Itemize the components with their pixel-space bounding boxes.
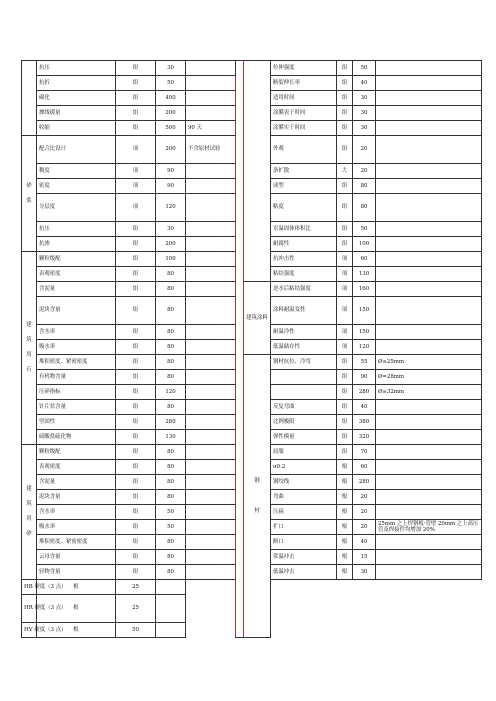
cell-note [376,475,482,490]
cell-unit: 组 [337,121,353,136]
cell-item-name [271,385,337,400]
test-fee-table [21,60,482,638]
cell-unit: 组 [116,415,156,430]
cell-price: 150 [353,325,376,340]
category-label: 钢 材 [254,477,260,514]
cell-note [186,61,236,76]
cell-note: Ø≤25mm [376,355,482,370]
cell-unit: 项 [337,282,353,297]
cell-item-name: 泥块含量 [37,297,116,325]
cell-unit: 组 [337,415,353,430]
cell-price: 60 [353,252,376,267]
category-label: 建 筑 用 石 [26,322,32,373]
cell-item-name: 收缩 [37,121,116,136]
cell-item-name: 掺线缓量 [37,106,116,121]
cell-item-name: 含泥量 [37,282,116,297]
cell-item-name: 硫酸盐硫化物 [37,430,116,445]
cell-price: 130 [353,267,376,282]
cell-unit: 根 [37,580,116,595]
cell-price: 25 [116,580,156,595]
cell-note [376,121,482,136]
cell-price: 200 [156,106,186,121]
cell-price: 380 [353,415,376,430]
cell-price: 20 [353,520,376,535]
cell-note [186,282,236,297]
cell-price: 80 [156,565,186,580]
cell-note [156,623,186,638]
cell-price: 60 [353,460,376,475]
cell-note [186,535,236,550]
cell-unit: 组 [116,565,156,580]
cell-unit: 组 [116,325,156,340]
category-cell [22,61,37,136]
price-table [21,60,481,638]
category-cell [244,355,271,638]
cell-note [376,297,482,325]
cell-unit: 根 [337,475,353,490]
cell-note [186,237,236,252]
cell-unit: 组 [337,61,353,76]
cell-unit: 组 [337,179,353,194]
cell-note [376,535,482,550]
center-divider [236,61,244,638]
cell-price: 30 [353,565,376,580]
cell-item-name: 拉伸强度 [271,61,337,76]
cell-price: 200 [156,136,186,164]
cell-price: 400 [156,91,186,106]
cell-item-name: σ0.2 [271,460,337,475]
cell-price: 50 [116,623,156,638]
cell-item-name: 比例极限 [271,415,337,430]
cell-note [186,505,236,520]
cell-note: Ø≥32mm [376,385,482,400]
cell-note [376,252,482,267]
cell-item-name: 室温固体体积比 [271,222,337,237]
cell-unit: 根 [337,550,353,565]
category-label: 建筑涂料 [246,314,268,321]
cell-note [376,179,482,194]
cell-note [186,325,236,340]
cell-price: 80 [156,282,186,297]
cell-unit: 项 [337,340,353,355]
cell-note [376,565,482,580]
cell-item-name: 吸水率 [37,520,116,535]
cell-note [376,136,482,164]
cell-note [186,194,236,222]
cell-price: 30 [156,61,186,76]
cell-unit: 根 [337,565,353,580]
cell-item-name: 堆积密度、紧密密度 [37,355,116,370]
cell-unit: 组 [337,370,353,385]
cell-item-name: 低温储存性 [271,340,337,355]
cell-unit: 组 [337,400,353,415]
cell-item-name: HV 硬度（3 点） [22,623,37,638]
cell-price: 80 [156,340,186,355]
cell-item-name: 泥块含量 [37,490,116,505]
cell-item-name: 针片状含量 [37,400,116,415]
cell-price: 80 [156,370,186,385]
cell-unit: 组 [337,76,353,91]
cell-item-name: 颗粒级配 [37,445,116,460]
cell-note [376,106,482,121]
cell-note [186,475,236,490]
cell-price: 40 [353,76,376,91]
cell-unit: 根 [337,460,353,475]
table-row [22,282,482,297]
cell-price: 90 [156,179,186,194]
cell-price: 120 [156,385,186,400]
cell-price: 80 [156,535,186,550]
cell-note [186,106,236,121]
cell-unit: 项 [337,325,353,340]
cell-item-name: 表观密度 [37,460,116,475]
cell-price: 200 [156,237,186,252]
cell-note [156,595,186,623]
cell-note [376,340,482,355]
cell-unit: 组 [116,520,156,535]
cell-unit: 组 [116,370,156,385]
cell-unit: 根 [337,505,353,520]
cell-unit: 组 [116,505,156,520]
cell-item-name: 常温冲击 [271,550,337,565]
cell-price: 80 [156,325,186,340]
cell-note: 25mm 之上焊钢板·管壁 20mm 之上高压管及焊接件均增加 20% [376,520,482,535]
cell-note [186,430,236,445]
cell-note [376,194,482,222]
cell-item-name: 碳化 [37,91,116,106]
cell-item-name: 云母含量 [37,550,116,565]
cell-item-name: 轻物含量 [37,565,116,580]
cell-unit: 组 [116,340,156,355]
cell-note [186,355,236,370]
cell-item-name: 粘结强度 [271,267,337,282]
cell-note [186,179,236,194]
cell-price: 320 [353,430,376,445]
cell-item-name: 密度 [37,179,116,194]
cell-unit: 项 [337,252,353,267]
cell-item-name: 钢绞线 [271,475,337,490]
category-cell [22,252,37,445]
cell-unit: 组 [116,550,156,565]
cell-item-name: 分层度 [37,194,116,222]
cell-note: 90 天 [186,121,236,136]
cell-note [376,267,482,282]
cell-price: 80 [156,550,186,565]
cell-unit: 组 [116,76,156,91]
cell-item-name: 含水率 [37,505,116,520]
cell-unit: 组 [116,490,156,505]
cell-note [376,400,482,415]
table-row [22,61,482,76]
cell-item-name: 涂料耐温变性 [271,297,337,325]
table-row [22,355,482,370]
cell-unit: 组 [337,106,353,121]
cell-note [186,490,236,505]
cell-item-name: 坚固性 [37,415,116,430]
cell-price: 80 [156,460,186,475]
cell-item-name: 稠度 [37,164,116,179]
cell-price: 20 [353,490,376,505]
cell-item-name: 适用时间 [271,91,337,106]
cell-note [376,490,482,505]
cell-price: 280 [353,475,376,490]
cell-note [376,222,482,237]
cell-price: 30 [353,91,376,106]
cell-item-name: 逆水后粘结强度 [271,282,337,297]
cell-price: 50 [156,76,186,91]
cell-item-name: 堆积密度、紧密密度 [37,535,116,550]
cell-note [376,76,482,91]
category-label: 砂 浆 [26,182,32,204]
cell-item-name: 压扁 [271,505,337,520]
cell-note [186,164,236,179]
cell-unit: 组 [116,297,156,325]
cell-unit: 项 [337,267,353,282]
cell-item-name: 弹性模量 [271,430,337,445]
cell-unit: 组 [116,430,156,445]
cell-unit: 组 [337,194,353,222]
cell-price: 80 [156,400,186,415]
category-cell [22,136,37,252]
cell-item-name: 抗折 [37,76,116,91]
cell-item-name: 成型 [271,179,337,194]
category-label: 建 筑 用 砂 [26,486,32,537]
cell-unit: 大 [337,164,353,179]
cell-note [376,445,482,460]
cell-price: 130 [156,430,186,445]
cell-note [376,61,482,76]
cell-price: 80 [156,297,186,325]
cell-item-name: 抗冲击性 [271,252,337,267]
cell-price: 80 [156,475,186,490]
cell-item-name: 表观密度 [37,267,116,282]
cell-unit: 项 [116,164,156,179]
cell-price: 280 [156,415,186,430]
cell-unit: 组 [116,121,156,136]
cell-item-name: HR 硬度（3 点） [22,595,37,623]
cell-item-name: 含水率 [37,325,116,340]
cell-price: 500 [156,121,186,136]
cell-note [186,370,236,385]
cell-item-name: 低温冲击 [271,565,337,580]
cell-note: 不含原材试验 [186,136,236,164]
cell-price: 50 [156,520,186,535]
cell-note [376,91,482,106]
cell-item-name: 抗渗 [37,237,116,252]
cell-price: 20 [353,164,376,179]
cell-item-name: 含泥量 [37,475,116,490]
cell-item-name: 颗粒级配 [37,252,116,267]
cell-unit: 项 [337,297,353,325]
cell-note [186,297,236,325]
cell-unit: 根 [337,490,353,505]
cell-item-name: 断裂伸长率 [271,76,337,91]
cell-price: 40 [353,400,376,415]
cell-item-name [271,370,337,385]
cell-unit: 组 [337,237,353,252]
cell-price: 120 [156,194,186,222]
cell-unit: 组 [116,106,156,121]
cell-unit: 组 [337,430,353,445]
cell-item-name: 反复弯曲 [271,400,337,415]
cell-unit: 项 [116,179,156,194]
cell-unit: 组 [116,222,156,237]
cell-price: 100 [156,252,186,267]
cell-unit: 组 [116,535,156,550]
cell-note [186,520,236,535]
cell-note [186,445,236,460]
cell-price: 70 [353,445,376,460]
cell-note [156,580,186,595]
cell-unit: 根 [37,623,116,638]
cell-unit: 组 [337,91,353,106]
cell-note [376,282,482,297]
cell-item-name: 抗压 [37,61,116,76]
cell-unit: 组 [116,355,156,370]
cell-unit: 组 [337,385,353,400]
cell-item-name: 配合比设计 [37,136,116,164]
cell-unit: 组 [116,475,156,490]
cell-item-name: 扩口 [271,520,337,535]
cell-unit: 根 [337,520,353,535]
cell-item-name: 钢材抗拉、冷弯 [271,355,337,370]
cell-unit: 根 [337,535,353,550]
cell-item-name: HB 硬度（3 点） [22,580,37,595]
cell-price: 80 [353,179,376,194]
cell-unit: 组 [116,237,156,252]
cell-item-name: 有机物含量 [37,370,116,385]
cell-price: 280 [353,385,376,400]
category-cell [244,282,271,355]
cell-unit: 组 [116,252,156,267]
cell-item-name: 断口 [271,535,337,550]
cell-price: 80 [156,490,186,505]
cell-unit: 组 [116,267,156,282]
cell-price: 20 [353,136,376,164]
cell-item-name: 抗压 [37,222,116,237]
cell-unit: 组 [116,91,156,106]
cell-price: 50 [353,61,376,76]
cell-unit: 组 [116,445,156,460]
cell-note: Ø=28mm [376,370,482,385]
cell-unit: 组 [337,222,353,237]
cell-price: 100 [353,237,376,252]
cell-note [376,430,482,445]
cell-note [186,565,236,580]
cell-note [376,550,482,565]
cell-note [186,550,236,565]
cell-note [376,505,482,520]
cell-note [186,340,236,355]
cell-price: 55 [353,355,376,370]
cell-price: 50 [353,222,376,237]
cell-note [186,415,236,430]
cell-note [186,91,236,106]
cell-note [186,460,236,475]
cell-item-name: 涂膜表干时间 [271,106,337,121]
cell-price: 90 [353,370,376,385]
cell-price: 20 [353,505,376,520]
cell-unit: 组 [337,136,353,164]
cell-price: 30 [353,106,376,121]
cell-note [376,164,482,179]
cell-price: 30 [156,222,186,237]
cell-item-name: 屈服 [271,445,337,460]
cell-note [186,252,236,267]
cell-price: 160 [353,282,376,297]
cell-price: 80 [156,445,186,460]
cell-note [186,385,236,400]
cell-price: 80 [156,355,186,370]
cell-note [376,460,482,475]
cell-price: 40 [353,535,376,550]
cell-note [186,222,236,237]
cell-note [376,237,482,252]
cell-unit: 根 [37,595,116,623]
category-cell [244,61,271,282]
cell-unit: 组 [337,355,353,370]
cell-unit: 组 [116,282,156,297]
cell-unit: 组 [116,61,156,76]
cell-item-name: 吸水率 [37,340,116,355]
cell-unit: 项 [116,194,156,222]
cell-item-name: 涂膜实干时间 [271,121,337,136]
cell-item-name: 弯曲 [271,490,337,505]
cell-unit: 组 [116,400,156,415]
cell-price: 90 [156,164,186,179]
cell-price: 80 [156,267,186,282]
cell-item-name: 耐腐性 [271,237,337,252]
cell-item-name: 条扩散 [271,164,337,179]
cell-unit: 组 [116,385,156,400]
cell-note [376,325,482,340]
cell-note [186,76,236,91]
cell-unit: 组 [116,460,156,475]
category-cell [22,445,37,580]
cell-note [376,415,482,430]
cell-note [186,267,236,282]
cell-item-name: 外观 [271,136,337,164]
cell-price: 50 [156,505,186,520]
cell-item-name: 压碎指标 [37,385,116,400]
cell-price: 30 [353,121,376,136]
cell-item-name: 耐温冷性 [271,325,337,340]
cell-price: 150 [353,297,376,325]
cell-unit: 项 [116,136,156,164]
cell-item-name: 粘度 [271,194,337,222]
cell-price: 120 [353,340,376,355]
cell-price: 80 [353,194,376,222]
cell-unit: 组 [337,445,353,460]
cell-note [186,400,236,415]
cell-price: 15 [353,550,376,565]
cell-price: 25 [116,595,156,623]
